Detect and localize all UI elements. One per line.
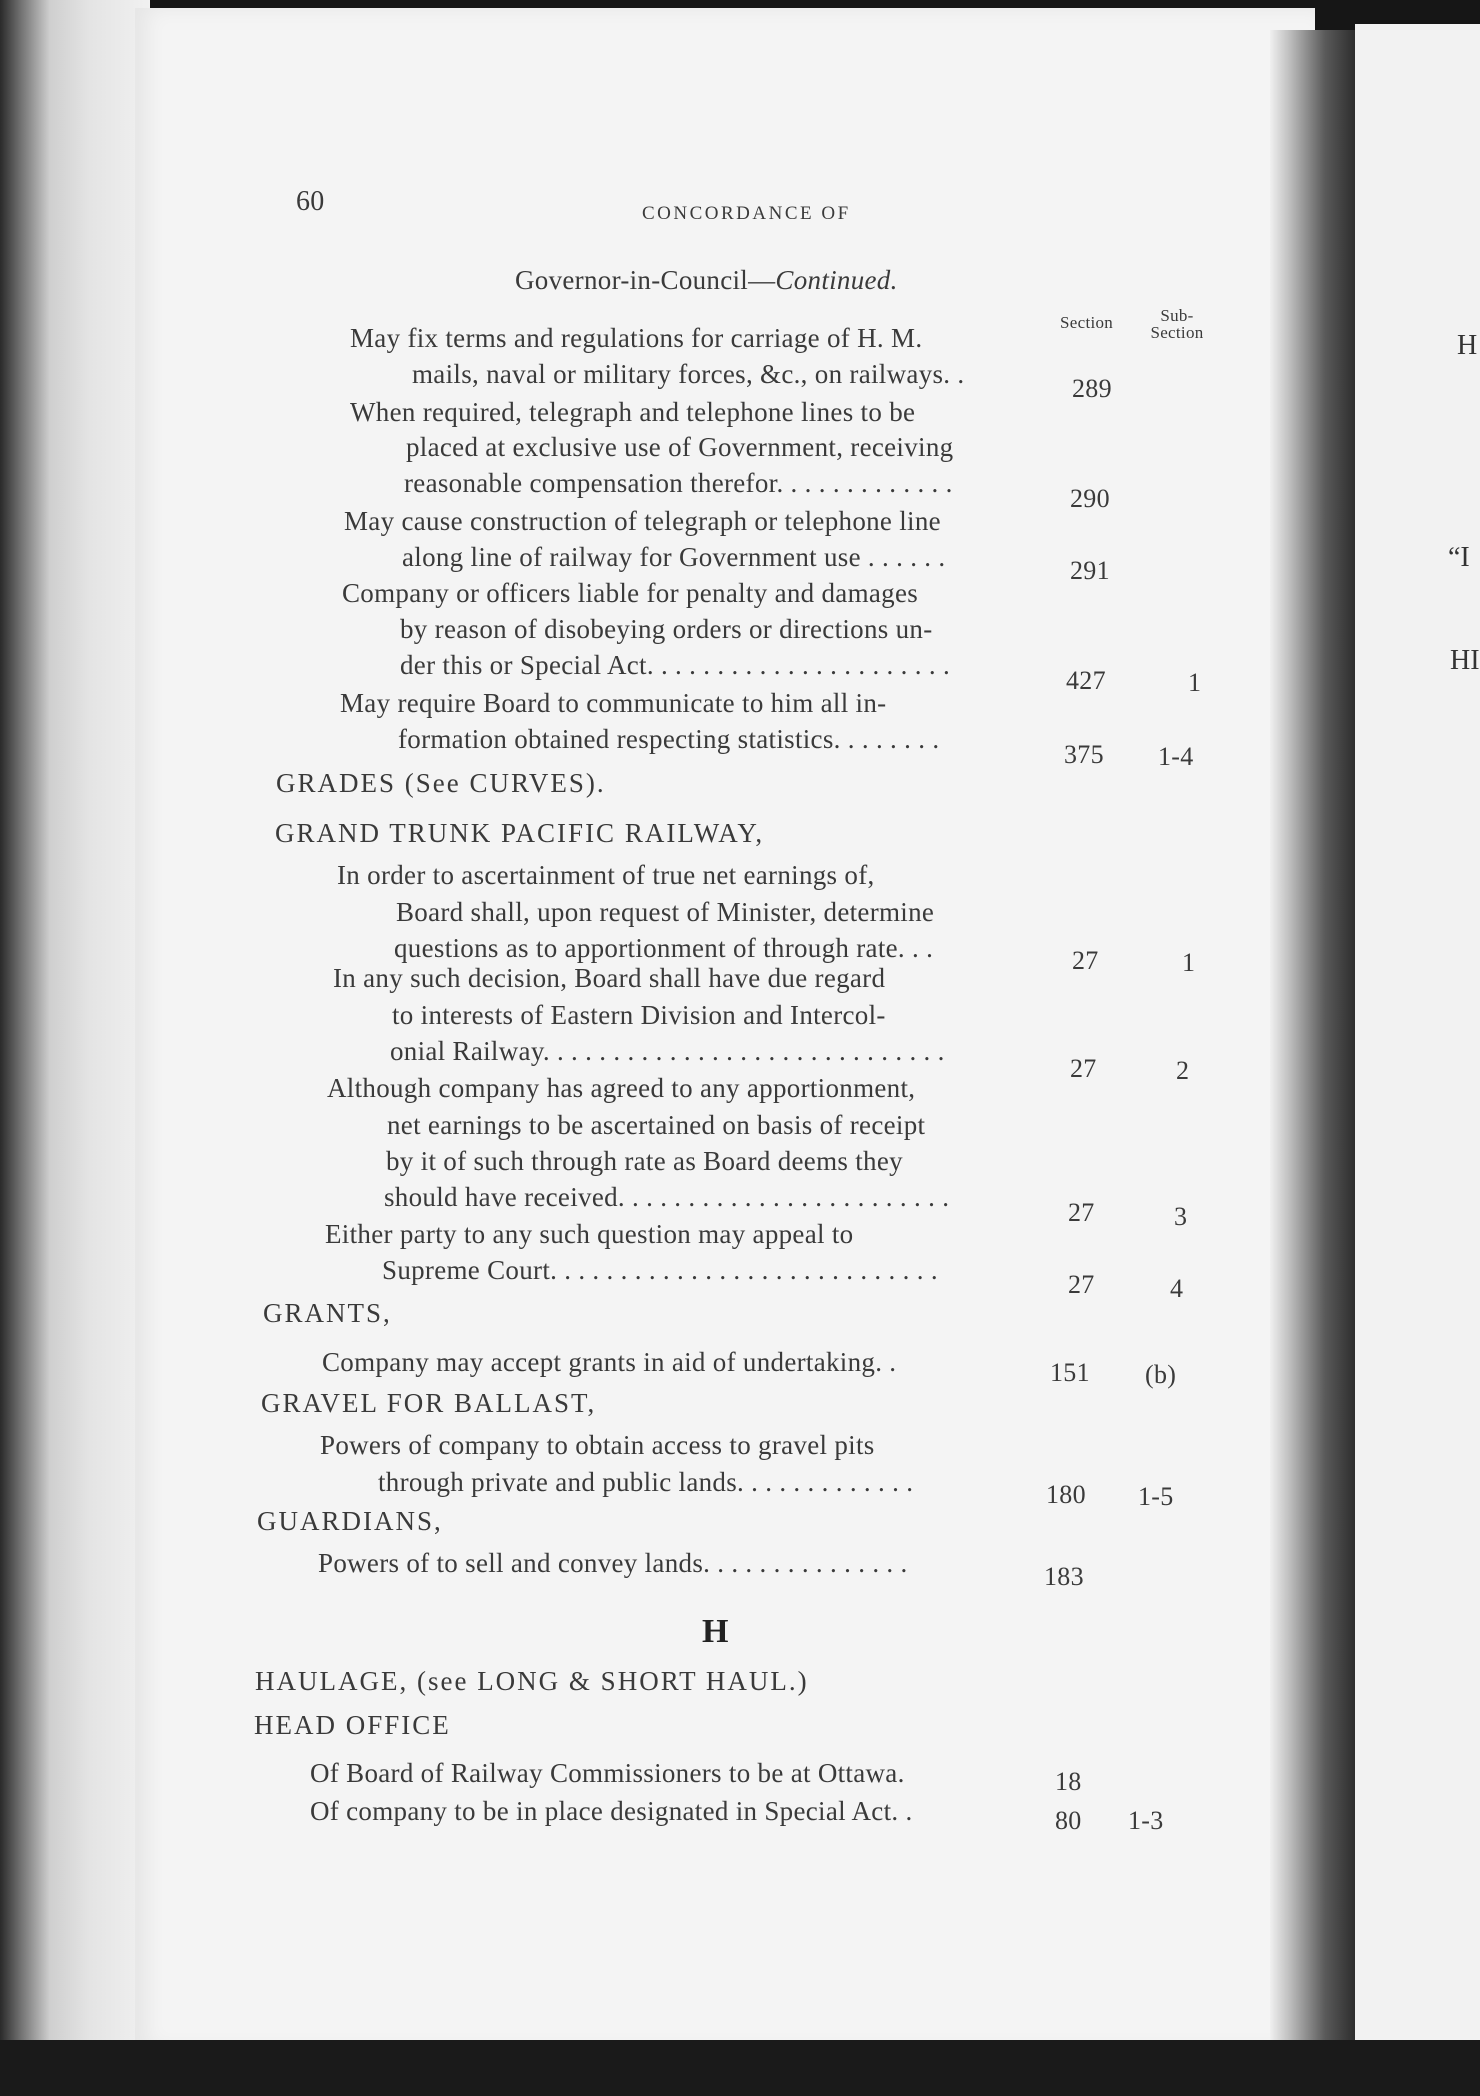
entry-line: by reason of disobeying orders or directions un- [400,614,933,644]
running-head: CONCORDANCE OF [642,203,851,224]
next-page-fragment: HI [1450,645,1480,676]
entry-line: Supreme Court. . . . . . . . . . . . . . . . . . . . . . . . . . . . [382,1255,938,1285]
entry-line: placed at exclusive use of Government, receiving [406,432,954,462]
subsection-number: 1 [1182,948,1196,977]
section-number: 289 [1072,374,1112,403]
entry-line: Company or officers liable for penalty and damages [342,578,919,608]
index-heading: GRAVEL FOR BALLAST, [261,1388,597,1418]
entry-line: Of company to be in place designated in Special Act. . [310,1796,913,1826]
section-number: 290 [1070,484,1110,513]
subsection-number: 1 [1188,668,1202,697]
entry-line: formation obtained respecting statistics. . . . . . . . [398,724,940,754]
entry-line: May cause construction of telegraph or telephone line [344,506,941,536]
entry-line: In order to ascertainment of true net earnings of, [337,860,875,890]
section-number: 18 [1055,1767,1082,1796]
subsection-number: 1-5 [1138,1482,1174,1511]
section-number: 27 [1072,946,1099,975]
entry-line: along line of railway for Government use . . . . . . [402,542,946,572]
subsection-number: 4 [1170,1274,1184,1303]
index-heading: HEAD OFFICE [254,1710,451,1740]
entry-line: der this or Special Act. . . . . . . . . . . . . . . . . . . . . . [400,650,950,680]
entry-line: to interests of Eastern Division and Intercol- [392,1000,886,1030]
section-number: 291 [1070,556,1110,585]
section-number: 151 [1050,1358,1090,1387]
book-edge [0,0,150,2096]
index-heading: GRAND TRUNK PACIFIC RAILWAY, [275,818,765,848]
entry-line: by it of such through rate as Board deems they [386,1146,903,1176]
section-number: 427 [1066,666,1106,695]
column-header-section: Section [1060,313,1114,332]
subsection-number: 2 [1176,1056,1190,1085]
page-number: 60 [296,186,325,217]
scanner-background [0,2040,1480,2096]
entry-line: reasonable compensation therefor. . . . . . . . . . . . . [404,468,953,498]
entry-line: May fix terms and regulations for carriage of H. M. [350,323,923,353]
page-gutter [1270,30,1360,2050]
entry-line: In any such decision, Board shall have due regard [333,963,886,993]
section-number: 375 [1064,740,1104,769]
entry-line: mails, naval or military forces, &c., on railways. . [412,359,965,389]
section-number: 27 [1068,1198,1095,1227]
entry-line: through private and public lands. . . . . . . . . . . . . [378,1467,914,1497]
index-heading: GRANTS, [263,1298,392,1328]
entry-line: questions as to apportionment of through rate. . . [394,933,934,963]
next-page-fragment: “I [1448,542,1470,573]
section-number: 183 [1044,1562,1084,1591]
entry-line: should have received. . . . . . . . . . . . . . . . . . . . . . . . [384,1182,950,1212]
next-page-fragment: H [1457,330,1478,361]
entry-line: Either party to any such question may appeal to [325,1219,854,1249]
entry-line: When required, telegraph and telephone lines to be [350,397,916,427]
entry-line: Of Board of Railway Commissioners to be at Ottawa. [310,1758,905,1788]
entry-line: Although company has agreed to any apportionment, [327,1073,916,1103]
entry-line: May require Board to communicate to him all in- [340,688,887,718]
subsection-number: 1-4 [1158,742,1194,771]
entry-line: Powers of company to obtain access to gravel pits [320,1430,875,1460]
entry-line: Powers of to sell and convey lands. . . . . . . . . . . . . . . [318,1548,908,1578]
entry-line: Board shall, upon request of Minister, determine [396,897,935,927]
section-number: 27 [1068,1270,1095,1299]
entry-line: net earnings to be ascertained on basis of receipt [387,1110,926,1140]
entry-line: Company may accept grants in aid of undertaking. . [322,1347,897,1377]
entry-line: onial Railway. . . . . . . . . . . . . . . . . . . . . . . . . . . . . [390,1036,945,1066]
index-heading: GUARDIANS, [257,1506,443,1536]
section-number: 80 [1055,1806,1082,1835]
subsection-number: (b) [1145,1360,1177,1389]
subsection-number: 3 [1174,1202,1188,1231]
subsection-number: 1-3 [1128,1806,1164,1835]
section-letter: H [702,1613,729,1650]
index-heading: HAULAGE, (see LONG & SHORT HAUL.) [255,1666,809,1696]
section-number: 27 [1070,1054,1097,1083]
section-number: 180 [1046,1480,1086,1509]
section-subhead: Governor-in-Council—Continued. [515,265,898,295]
column-header-subsection: Sub- Section [1150,306,1204,342]
index-heading: GRADES (See CURVES). [276,768,606,798]
